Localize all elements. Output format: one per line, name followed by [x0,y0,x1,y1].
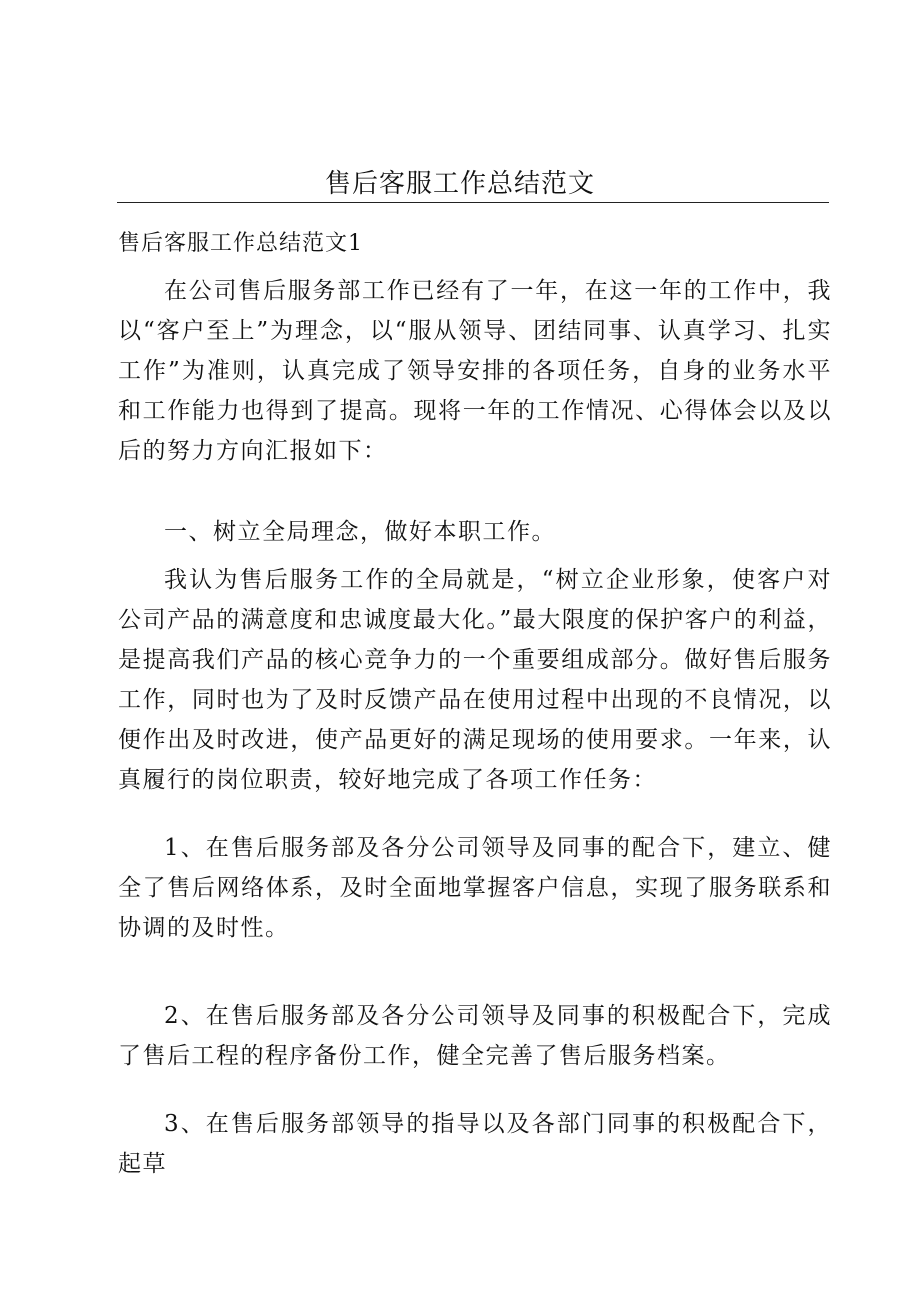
section-subheading: 售后客服工作总结范文1 [118,231,363,256]
title-underline [117,202,829,203]
document-title: 售后客服工作总结范文 [324,169,595,199]
paragraph-item-2: 2、在售后服务部及各分公司领导及同事的积极配合下，完成了售后工程的程序备份工作，健全完善了售后服务档案。 [118,1003,832,1069]
paragraph-heading-one: 一、树立全局理念，做好本职工作。 [164,519,556,545]
paragraph-intro: 在公司售后服务部工作已经有了一年，在这一年的工作中，我以“客户至上”为理念，以“服从领导、团结同事、认真学习、扎实工作”为准则，认真完成了领导安排的各项任务，自身的业务水平和工作能力也得到了提高。现将一年的工作情况、心得体会以及以后的努力方向汇报如下： [118,278,832,464]
paragraph-item-3: 3、在售后服务部领导的指导以及各部门同事的积极配合下，起草 [118,1111,832,1177]
paragraph-global-view: 我认为售后服务工作的全局就是，“树立企业形象，使客户对公司产品的满意度和忠诚度最大化。”最大限度的保护客户的利益，是提高我们产品的核心竞争力的一个重要组成部分。做好售后服务工作，同时也为了及时反馈产品在使用过程中出现的不良情况，以便作出及时改进，使产品更好的满足现场的使用要求。一年来，认真履行的岗位职责，较好地完成了各项工作任务： [118,567,832,793]
paragraph-item-1: 1、在售后服务部及各分公司领导及同事的配合下，建立、健全了售后网络体系，及时全面地掌握客户信息，实现了服务联系和协调的及时性。 [118,835,832,941]
